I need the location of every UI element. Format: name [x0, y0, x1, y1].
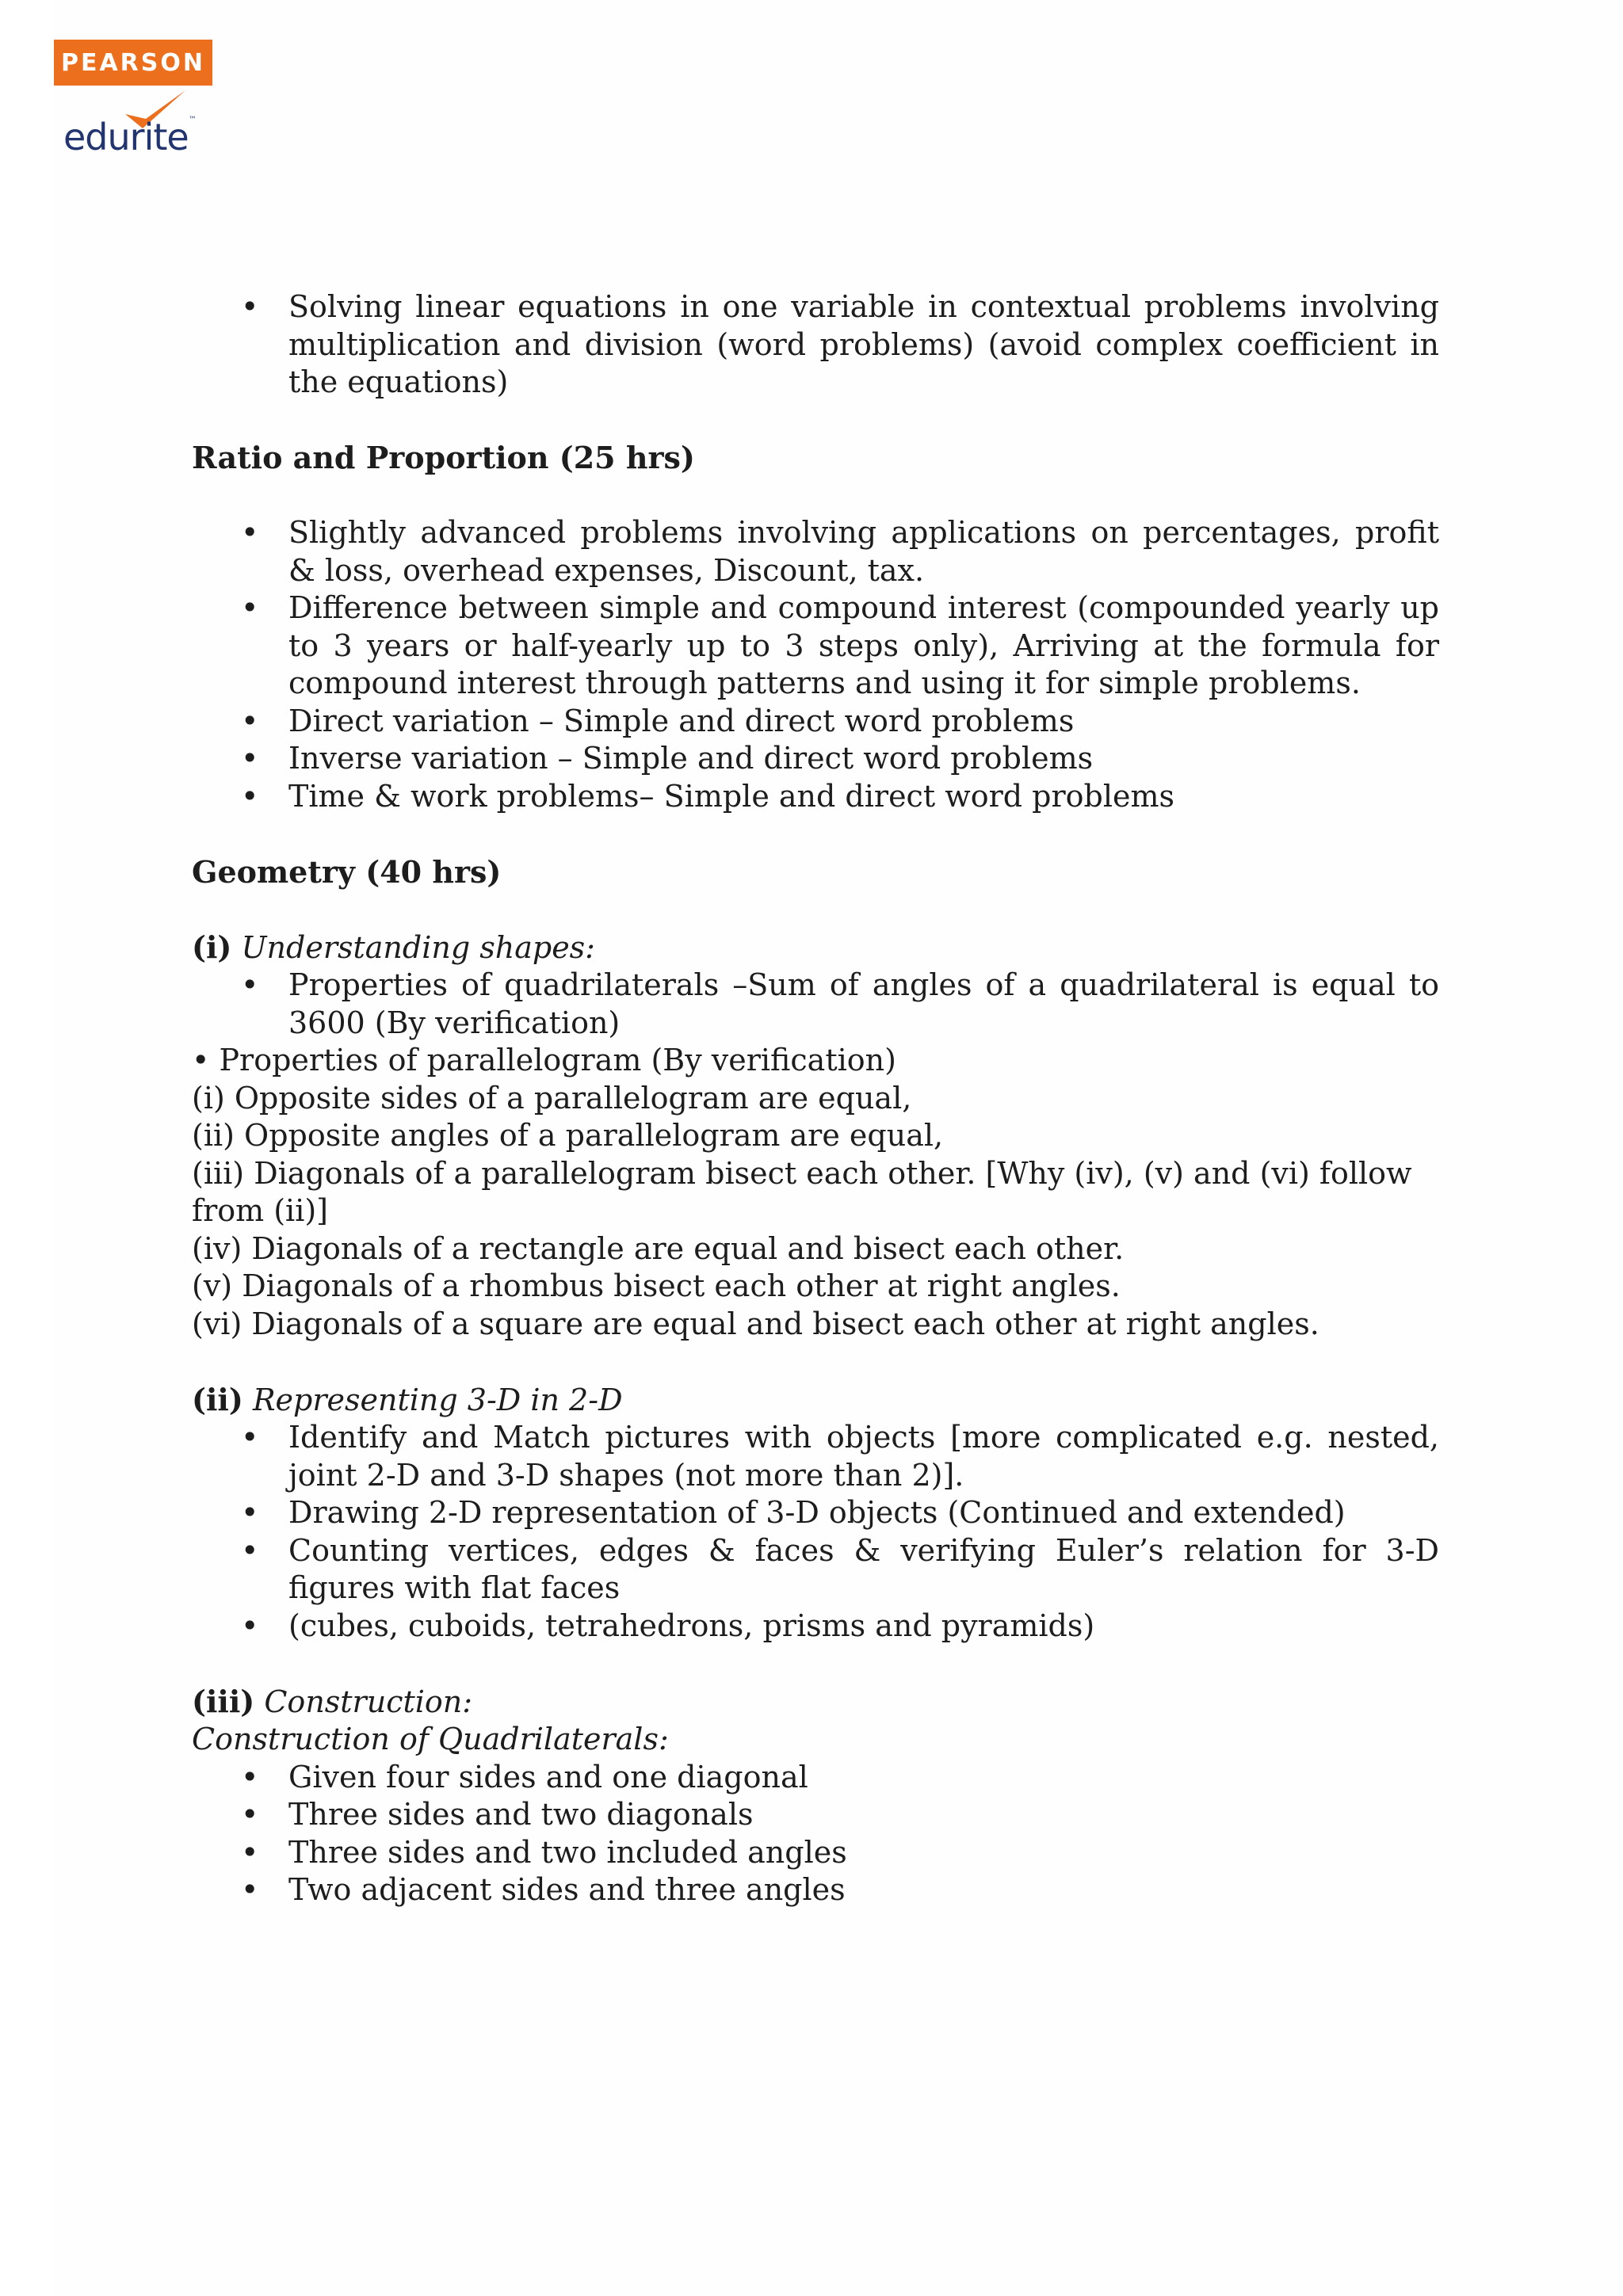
edurite-wordmark: edurite™	[63, 116, 196, 158]
list-item: • Properties of quadrilaterals –Sum of angles of a quadrilateral is equal to 3600 (By verification)	[192, 967, 1439, 1042]
list-item: • Identify and Match pictures with objects [more complicated e.g. nested, joint 2-D and 3-D shapes (not more than 2)].	[192, 1419, 1439, 1494]
text-line: (ii) Opposite angles of a parallelogram are equal,	[192, 1118, 944, 1153]
construction-subtitle: Construction of Quadrilaterals:	[192, 1722, 669, 1756]
left-margin	[0, 0, 54, 2296]
list-item: • Inverse variation – Simple and direct word problems	[192, 740, 1439, 778]
subsection-construction: (iii) Construction:	[192, 1683, 473, 1719]
list-item: • Direct variation – Simple and direct word problems	[192, 703, 1439, 741]
list-item: • Counting vertices, edges & faces & verifying Euler’s relation for 3-D figures with flat faces	[192, 1532, 1439, 1608]
list-item: • Two adjacent sides and three angles	[192, 1871, 1439, 1909]
section-heading-geometry: Geometry (40 hrs)	[192, 853, 502, 890]
pearson-edurite-logo	[54, 40, 212, 166]
construction-bullet-list	[192, 1759, 1439, 1909]
list-item: • Given four sides and one diagonal	[192, 1759, 1439, 1797]
intro-bullet-list	[192, 288, 1439, 402]
text-line: (v) Diagonals of a rhombus bisect each other at right angles.	[192, 1268, 1121, 1303]
text-line: • Properties of parallelogram (By verification)	[192, 1043, 896, 1077]
subsection-representing-3d: (ii) Representing 3-D in 2-D	[192, 1381, 623, 1417]
pearson-brand-bar: PEARSON	[54, 40, 212, 86]
document-content	[192, 288, 1439, 1909]
list-item: • Solving linear equations in one variable in contextual problems involving multiplication and division (word problems) (avoid complex coefficient in the equations)	[192, 288, 1439, 402]
ratio-bullet-list	[192, 514, 1439, 815]
list-item: • Slightly advanced problems involving applications on percentages, profit & loss, overhead expenses, Discount, tax.	[192, 514, 1439, 589]
list-item: • (cubes, cuboids, tetrahedrons, prisms and pyramids)	[192, 1608, 1439, 1646]
text-line: (vi) Diagonals of a square are equal and bisect each other at right angles.	[192, 1306, 1319, 1341]
list-item: • Difference between simple and compound interest (compounded yearly up to 3 years or half-yearly up to 3 steps only), Arriving at the formula for compound interest through patterns and using it for simple problems.	[192, 589, 1439, 703]
text-line: (i) Opposite sides of a parallelogram are equal,	[192, 1080, 912, 1116]
subsection-understanding-shapes: (i) Understanding shapes:	[192, 929, 595, 965]
text-line: (iv) Diagonals of a rectangle are equal and bisect each other.	[192, 1230, 1125, 1266]
text-line: (iii) Diagonals of a parallelogram bisect each other. [Why (iv), (v) and (vi) follow from (ii)]	[192, 1155, 1412, 1228]
section-heading-ratio: Ratio and Proportion (25 hrs)	[192, 440, 695, 475]
shapes-bullet-list	[192, 967, 1439, 1042]
list-item: • Drawing 2-D representation of 3-D objects (Continued and extended)	[192, 1494, 1439, 1532]
list-item: • Three sides and two included angles	[192, 1834, 1439, 1872]
representing-bullet-list	[192, 1419, 1439, 1645]
list-item: • Time & work problems– Simple and direct word problems	[192, 778, 1439, 816]
list-item: • Three sides and two diagonals	[192, 1796, 1439, 1834]
